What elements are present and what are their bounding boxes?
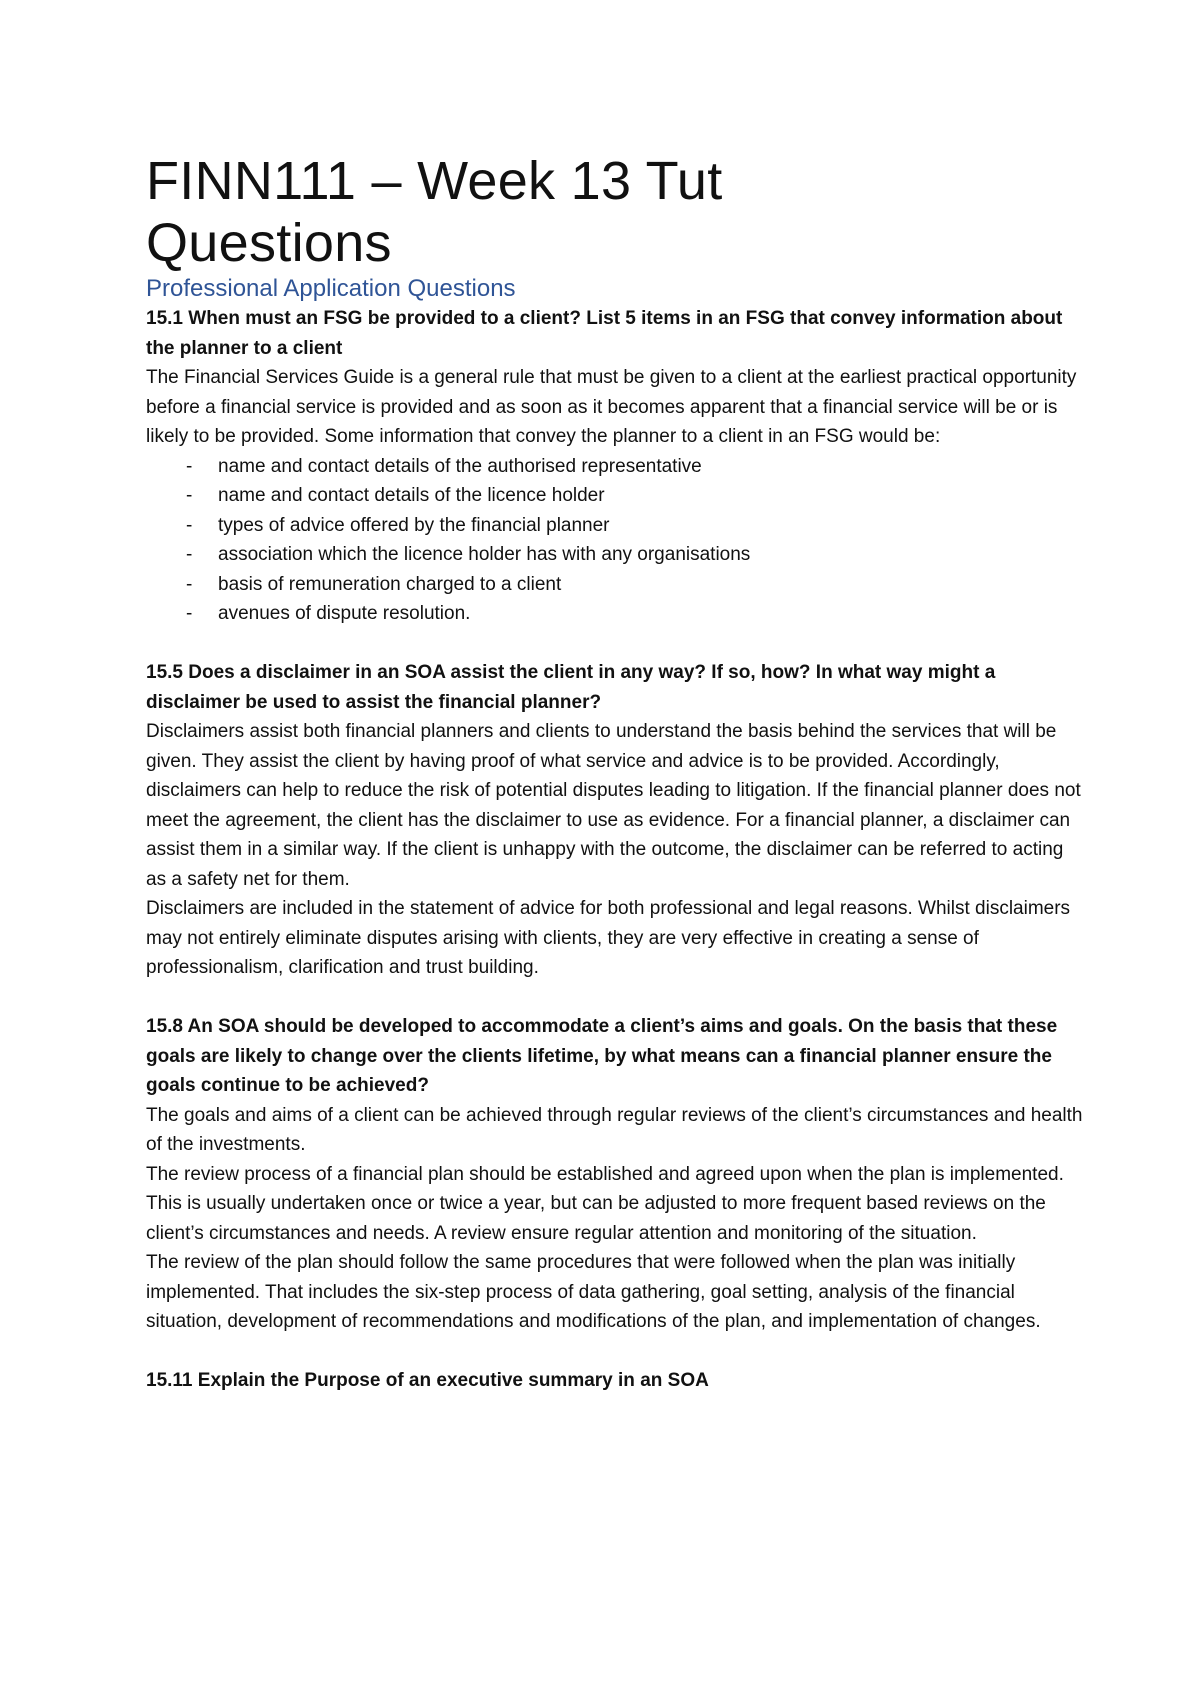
- question-15-5: 15.5 Does a disclaimer in an SOA assist the client in any way? If so, how? In what way might a disclaimer be used to assist the financial planner?: [146, 662, 996, 713]
- paragraph-spacer: [146, 629, 1086, 659]
- dash-bullet: -: [186, 455, 193, 477]
- document-page: [146, 150, 1086, 1396]
- answer-15-8-paragraph-2: The review process of a financial plan should be established and agreed upon when the plan is implemented. This is usually undertaken once or twice a year, but can be adjusted to more frequent based reviews on the client’s circumstances and needs. A review ensure regular attention and monitoring of the situation.: [146, 1163, 1064, 1244]
- question-15-8: 15.8 An SOA should be developed to accommodate a client’s aims and goals. On the basis that these goals are likely to change over the clients lifetime, by what means can a financial planner ensure the goals continue to be achieved?: [146, 1016, 1058, 1096]
- dash-bullet: -: [186, 514, 193, 536]
- list-item: - basis of remuneration charged to a client: [146, 570, 1086, 600]
- answer-15-5-paragraph-1: Disclaimers assist both financial planners and clients to understand the basis behind the services that will be given. They assist the client by having proof of what service and advice is to be provided. Accordingly, disclaimers can help to reduce the risk of potential disputes leading to litigation. If the financial planner does not meet the agreement, the client has the disclaimer to use as evidence. For a financial planner, a disclaimer can assist them in a similar way. If the client is unhappy with the outcome, the disclaimer can be referred to acting as a safety net for them.: [146, 721, 1081, 890]
- list-item: - name and contact details of the licence holder: [146, 481, 1086, 511]
- document-title: [146, 150, 1086, 274]
- question-15-11: 15.11 Explain the Purpose of an executive summary in an SOA: [146, 1370, 709, 1391]
- dash-bullet: -: [186, 485, 193, 506]
- list-item: - types of advice offered by the financial planner: [146, 511, 1086, 541]
- list-item: - association which the licence holder has with any organisations: [146, 540, 1086, 570]
- question-15-1: 15.1 When must an FSG be provided to a client? List 5 items in an FSG that convey information about the planner to a client: [146, 308, 1063, 359]
- dash-bullet: -: [186, 603, 193, 624]
- answer-15-8-paragraph-1: The goals and aims of a client can be achieved through regular reviews of the client’s circumstances and health of the investments.: [146, 1104, 1083, 1155]
- answer-15-1-paragraph: The Financial Services Guide is a general rule that must be given to a client at the earliest practical opportunity before a financial service is provided and as soon as it becomes apparent that a financial service will be or is likely to be provided. Some information that convey the planner to a client in an FSG would be:: [146, 367, 1077, 447]
- dash-bullet: -: [186, 573, 193, 595]
- section-subtitle: Professional Application Questions: [146, 275, 516, 302]
- dash-bullet: -: [186, 544, 193, 565]
- title-line-2: Questions: [146, 213, 392, 273]
- answer-15-8-paragraph-3: The review of the plan should follow the same procedures that were followed when the plan was initially implemented. That includes the six-step process of data gathering, goal setting, analysis of the financial situation, development of recommendations and modifications of the plan, and implementation of changes.: [146, 1252, 1041, 1332]
- list-item: - avenues of dispute resolution.: [146, 599, 1086, 629]
- fsg-items-list: [146, 452, 1086, 629]
- paragraph-spacer: [146, 983, 1086, 1013]
- list-item: - name and contact details of the authorised representative: [146, 452, 1086, 482]
- title-line-1: FINN111 – Week 13 Tut: [146, 151, 723, 211]
- paragraph-spacer: [146, 1337, 1086, 1367]
- answer-15-5-paragraph-2: Disclaimers are included in the statement of advice for both professional and legal reasons. Whilst disclaimers may not entirely eliminate disputes arising with clients, they are very effective in creating a sense of professionalism, clarification and trust building.: [146, 898, 1071, 978]
